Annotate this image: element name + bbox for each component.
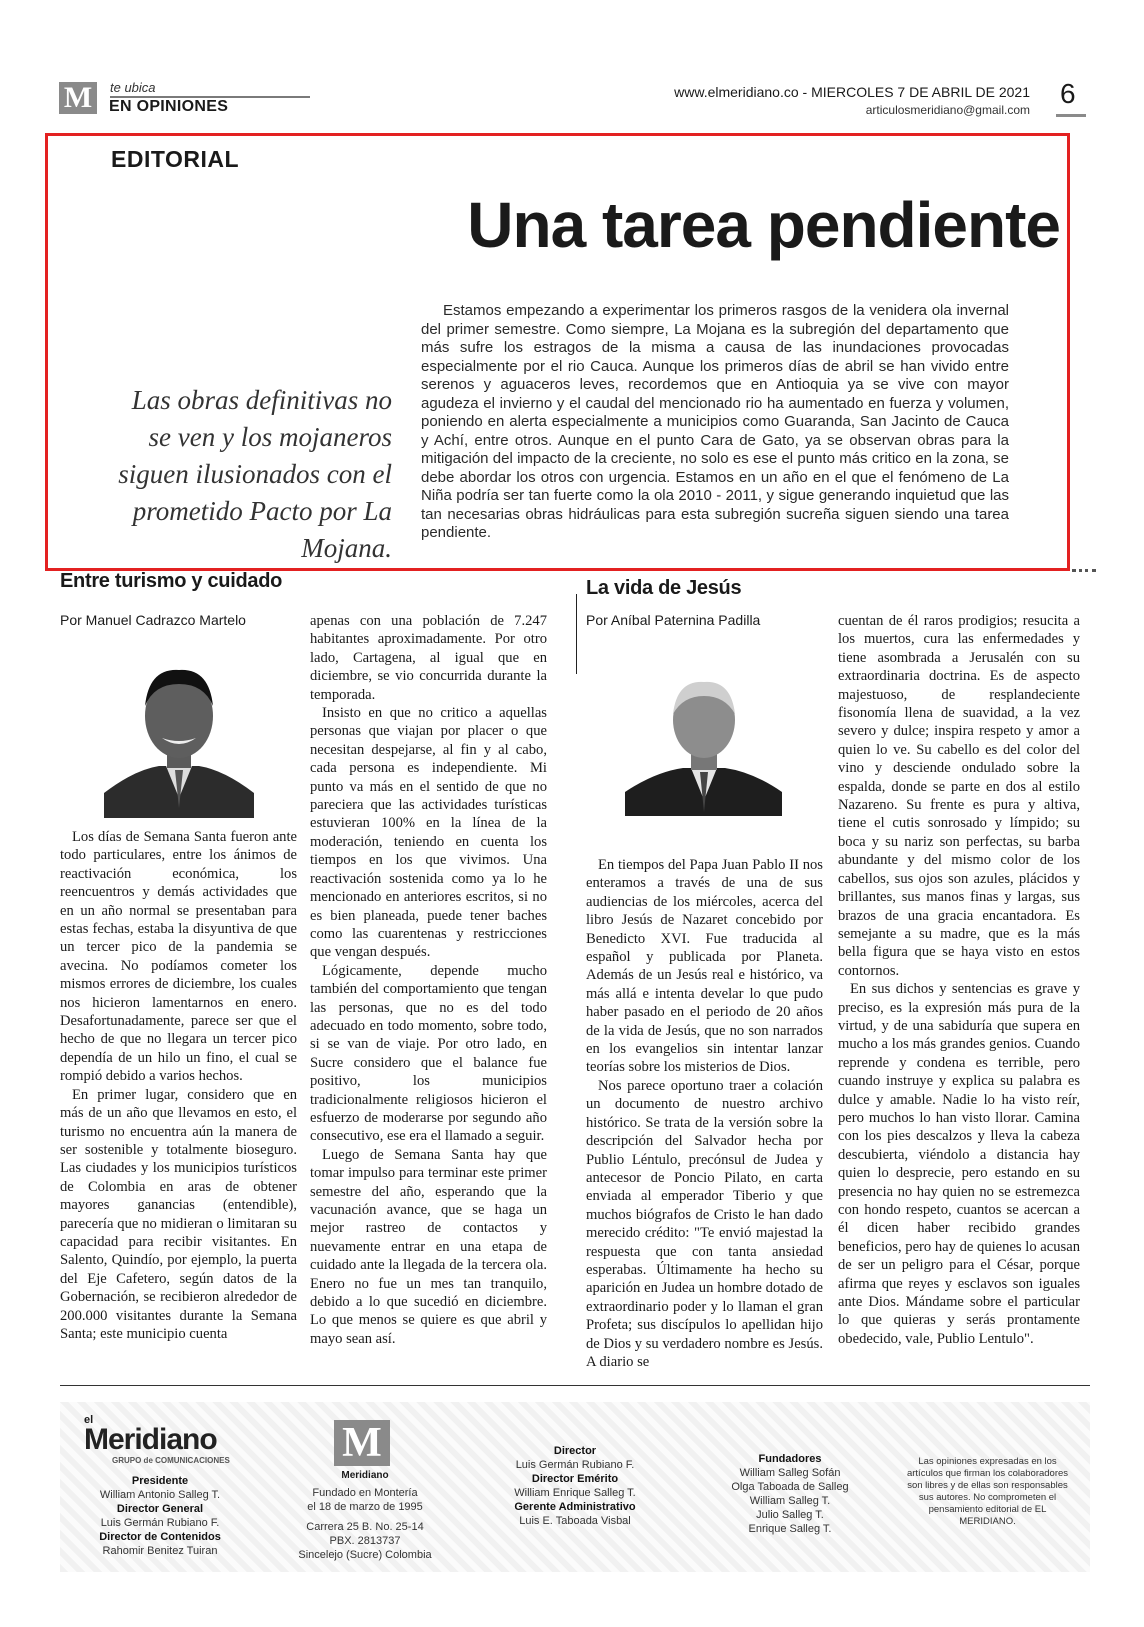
fundador-name: William Salleg Sofán — [739, 1467, 841, 1479]
article-2-paragraph: Nos parece oportuno traer a colación un documento de nuestro archivo histórico. Se trata de la versión sobre la descripción del Salvador hecha por Publio Léntulo, precónsul de Judea y antecesor de Poncio Pilato, en carta enviada al emperador Tiberio y que muchos biógrafos de Cristo le han dado merecido crédito: "Te envió majestad la respuesta que con tanta ansiedad esperabas. Últimamente ha hecho su aparición en Judea un hombre dotado de extraordinario poder y lo llaman el gran Profeta; sus discípulos lo apellidan hijo de Dios y su verdadero nombre es Jesús. A diario se — [586, 1077, 823, 1370]
editorial-pull-quote: Las obras definitivas no se ven y los mojaneros siguen ilusionados con el prometido Pacto por La Mojana. — [118, 385, 392, 563]
article-1-byline: Por Manuel Cadrazco Martelo — [60, 612, 246, 628]
fundador-name: Julio Salleg T. — [756, 1509, 824, 1521]
gerente-name: Luis E. Taboada Visbal — [519, 1515, 631, 1527]
fundador-name: William Salleg T. — [749, 1495, 831, 1507]
center-logo-name: Meridiano — [341, 1470, 389, 1481]
fundadores-label: Fundadores — [758, 1453, 822, 1465]
article-1-title: Entre turismo y cuidado — [60, 570, 283, 592]
article-2-column-1 — [586, 856, 823, 1371]
dotted-rule — [1072, 569, 1096, 572]
article-1-paragraph: apenas con una población de 7.247 habitantes aproximadamente. Por otro lado, Cartagena, al igual que en diciembre, se vio concurrida durante la temporada. — [310, 613, 547, 703]
article-1-column-1 — [60, 828, 297, 1343]
fundado-fecha: el 18 de marzo de 1995 — [307, 1501, 423, 1513]
presidente-name: William Antonio Salleg T. — [99, 1489, 221, 1501]
footer-directors — [490, 1444, 660, 1528]
te-ubica-label: te ubica — [110, 80, 156, 95]
author-photo-cadrazco — [104, 658, 254, 818]
section-name: EN OPINIONES — [109, 98, 229, 115]
direccion: Carrera 25 B. No. 25-14 — [306, 1521, 424, 1533]
contact-email: articulosmeridiano@gmail.com — [865, 103, 1030, 117]
fundador-name: Olga Taboada de Salleg — [731, 1481, 849, 1493]
article-1-paragraph: Lógicamente, depende mucho también del comportamiento que tengan las personas, que no es del todo adecuado en todo momento, sobre todo, si se van de viaje. Por otro lado, en Sucre considero que el balance fue positivo, los municipios tradicionalmente religiosos hicieron el esfuerzo de moderarse por segundo año consecutivo, ese era el llamado a seguir. — [310, 962, 547, 1145]
page-number: 6 — [1060, 78, 1076, 109]
author-photo-paternina — [625, 676, 782, 816]
editorial-label: EDITORIAL — [111, 146, 240, 172]
footer-founders — [705, 1452, 875, 1536]
article-2-byline: Por Aníbal Paternina Padilla — [586, 612, 761, 628]
pbx: PBX. 2813737 — [329, 1535, 401, 1547]
article-1-column-2 — [310, 612, 547, 1348]
page-number-rule — [1056, 114, 1086, 117]
editorial-title: Una tarea pendiente — [467, 189, 1060, 261]
presidente-label: Presidente — [131, 1475, 189, 1487]
site-date: www.elmeridiano.co - MIERCOLES 7 DE ABRIL DE 2021 — [674, 84, 1030, 100]
director-name: Luis Germán Rubiano F. — [515, 1459, 635, 1471]
article-1-paragraph: Luego de Semana Santa hay que tomar impulso para terminar este primer semestre del año, esperando que la vacunación avance, que se haga un mejor rastreo de contactos y nuevamente entrar en una etapa de cuidado ante la llegada de la tercera ola. Enero no fue un mes tan tranquilo, debido a lo que sucedió en diciembre. Lo que menos se quiere es que abril y mayo sean así. — [310, 1146, 547, 1347]
center-logo-m: M — [334, 1420, 390, 1466]
article-2-paragraph: En sus dichos y sentencias es grave y preciso, es la expresión más pura de la virtud, y de una sabiduría que supera en mucho a los más grandes genios. Cuando reprende y condena es terrible, pero cuando instruye y explica su palabra es dulce y amable. Nadie lo ha visto reír, pero muchos lo han visto llorar. Camina con los pies descalzos y lleva la cabeza descubierta, viéndolo a distancia hay quien lo desprecie, pero estando en su presencia no hay quien no se estremezca con hondo respeto, cuantos se acercan a él dicen haber recibido grandes beneficios, pero hay de quienes lo acusan de ser un peligro para el César, porque afirma que reyes y esclavos son iguales ante Dios. Mándame sobre el particular lo que quieras y serás prontamente obedecido, vale, Publio Lentulo". — [838, 981, 1080, 1347]
footer-disclaimer: Las opiniones expresadas en los artículos que firman los colaboradores son libres y de ellas son responsables sus autores. No comprometen el pensamiento editorial de EL MERIDIANO. — [906, 1456, 1069, 1527]
article-2-paragraph: cuentan de él raros prodigios; resucita a los muertos, cura las enfermedades y tiene asombrada a Jerusalén con su extraordinaria doctrina. Es de aspecto majestuoso, de resplandeciente fisonomía llena de suavidad, a la vez severo y dulce; inspira respeto y amor a quien lo ve. Su cabello es del color del vino y desciende ondulado sobre la espalda, donde se parte en dos al estilo Nazareno. Su frente es pura y altiva, tiene el cutis sonrosado y límpido; su boca y su nariz son perfectas, su barba abundante y del mismo color de los cabellos, sus ojos son azules, plácidos y brillantes, sus manos finas y largas, sus brazos de una gracia encantadora. Es semejante a su madre, que es la más bella figura que se haya visto en estos contornos. — [838, 613, 1080, 979]
gerente-label: Gerente Administrativo — [514, 1501, 636, 1513]
brand-el: el — [84, 1414, 94, 1426]
emerito-label: Director Emérito — [531, 1473, 619, 1485]
column-divider — [576, 594, 577, 674]
emerito-name: William Enrique Salleg T. — [514, 1487, 636, 1499]
fundador-name: Enrique Salleg T. — [748, 1523, 832, 1535]
footer-staff-left — [60, 1474, 260, 1558]
article-2-paragraph: En tiempos del Papa Juan Pablo II nos enteramos a través de una de sus audiencias de los miércoles, acerca del libro Jesús de Nazaret concebido por Benedicto XVI. Fue traducida al español y publicada por Planeta. Además de un Jesús real e histórico, va más allá e intenta develar lo que pudo haber pasado en el periodo de 20 años de la vida de Jesús, que no son narrados en los evangelios sin intentar lanzar teorías sobre los misterios de Dios. — [586, 857, 823, 1076]
dir-general-name: Luis Germán Rubiano F. — [100, 1517, 220, 1529]
dir-contenidos-name: Rahomir Benitez Tuiran — [102, 1545, 218, 1557]
editorial-body: Estamos empezando a experimentar los primeros rasgos de la venidera ola invernal del primer semestre. Como siempre, La Mojana es la subregión del departamento que más sufre los estragos de la misma a causa de las inundaciones provocadas especialmente por el rio Cauca. Aunque los primeros días de abril se han vivido entre serenos y aguaceros leves, recordemos que en Antioquia ya se vive con mayor agudeza el invierno y el caudal del mencionado rio ha aumentado en fuerza y volumen, poniendo en alerta especialmente a municipios como Guaranda, San Jacinto de Cauca y Achí, entre otros. Aunque en el punto Cara de Gato, ya se observan obras para la mitigación del impacto de la creciente, no solo es ese el punto más critico en la zona, se debe abordar los otros con urgencia. Estamos en un año en el que el fenómeno de La Niña podría ser tan fuerte como la ola 2010 - 2011, y sigue generando inquietud que las tan necesarias obras hidráulicas para esta subregión sucreña siguen siendo una tarea pendiente. — [421, 302, 1009, 541]
article-1-paragraph: En primer lugar, considero que en más de un año que llevamos en esto, el turismo no encuentra aún la manera de ser sostenible y totalmente bioseguro. Las ciudades y los municipios turísticos de Colombia en aras de obtener mayores ganancias (entendible), parecería que no midieran o limitaran su capacidad para recibir visitantes. En Salento, Quindío, por ejemplo, la puerta del Eje Cafetero, según datos de la Gobernación, se recibieron alrededor de 200.000 visitantes durante la Semana Santa; este municipio cuenta — [60, 1086, 297, 1342]
dir-contenidos-label: Director de Contenidos — [99, 1531, 221, 1543]
article-2-column-2 — [838, 612, 1080, 1348]
ciudad: Sincelejo (Sucre) Colombia — [298, 1549, 432, 1561]
dir-general-label: Director General — [116, 1503, 204, 1515]
article-1-paragraph: Los días de Semana Santa fueron ante todo particulares, entre los ánimos de reactivación económica, los reencuentros y demás actividades que en un año normal se presentaban para estas fechas, estaba la disyuntiva de que un tercer pico de la pandemia se avecina. No podíamos cometer los mismos errores de diciembre, los cuales nos hicieron lamentarnos en enero. Desafortunadamente, parece ser que el hecho de que no llegara un tercer pico dependía de un hilo un fino, el cual se rompió debido a varios hechos. — [60, 829, 297, 1085]
director-label: Director — [553, 1445, 597, 1457]
brand-logo: Meridiano — [84, 1423, 217, 1456]
section-logo: M — [59, 82, 97, 114]
footer-rule — [60, 1385, 1090, 1386]
footer-founding-info — [285, 1486, 445, 1562]
brand-subtitle: GRUPO de COMUNICACIONES — [112, 1456, 230, 1465]
fundado-line: Fundado en Montería — [312, 1487, 418, 1499]
article-1-paragraph: Insisto en que no critico a aquellas personas que viajan por placer o que necesitan despejarse, al fin y al cabo, cada persona es independiente. Mi punto va más en el sentido de que no pareciera que las actividades turísticas estuvieran 100% en la línea de la moderación, teniendo en cuenta los tiempos en los que vivimos. Una reactivación sostenida como ya lo he mencionado en anteriores escritos, si no es bien planeada, puede tener baches como las cuarentenas y restricciones que vengan después. — [310, 705, 547, 961]
article-2-title: La vida de Jesús — [586, 577, 742, 599]
